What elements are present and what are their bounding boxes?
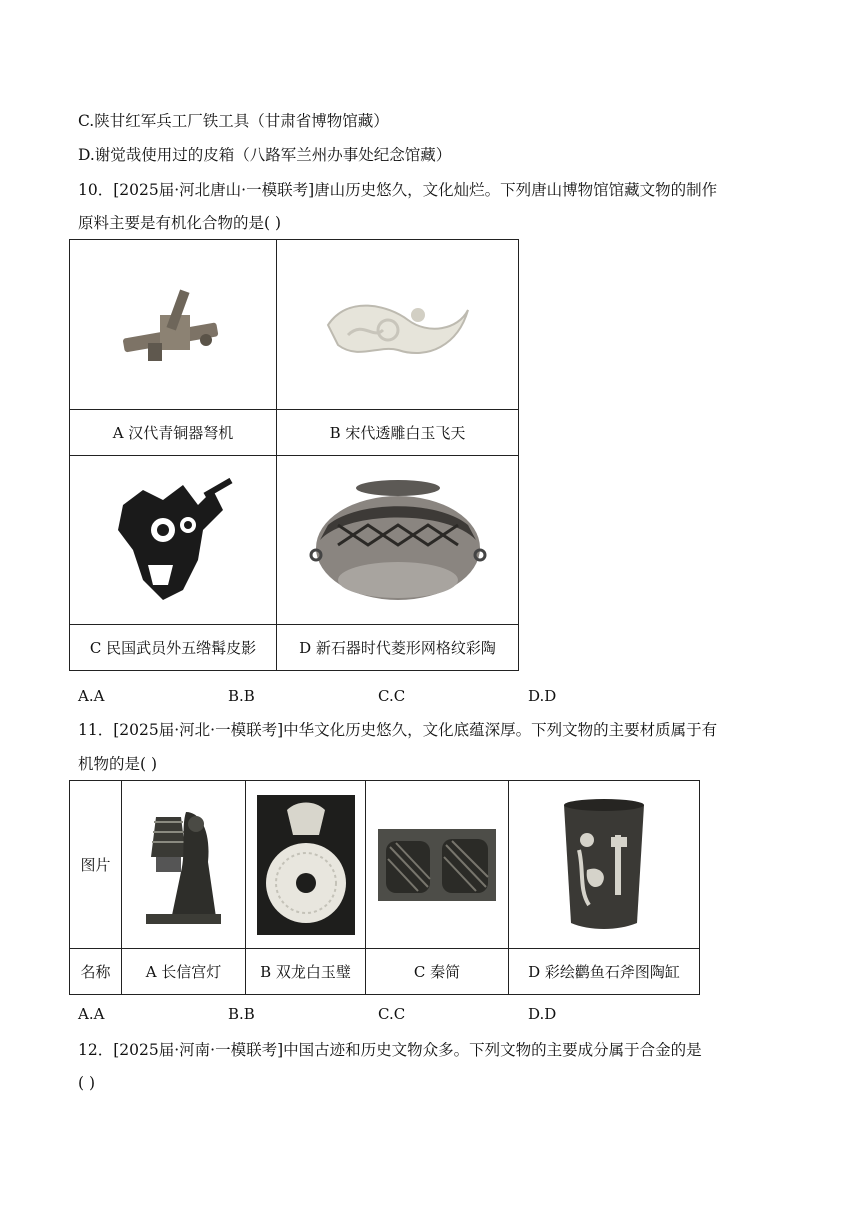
- q11-answer-d[interactable]: D.D: [528, 1005, 557, 1023]
- q10-answer-d[interactable]: D.D: [528, 687, 557, 705]
- q10-artifact-table: [69, 239, 519, 671]
- option-c-text: C.陕甘红军兵工厂铁工具（甘肃省博物馆藏）: [78, 112, 389, 130]
- q11-answer-b[interactable]: B.B: [228, 1005, 255, 1023]
- q10-cell-d-image: [277, 456, 519, 625]
- q11-name-b: B 双龙白玉璧: [246, 949, 366, 995]
- question-11-line-1: 11．[2025届·河北·一模联考]中华文化历史悠久，文化底蕴深厚。下列文物的主要材质属于有: [78, 721, 718, 739]
- question-12-line-1: 12．[2025届·河南·一模联考]中国古迹和历史文物众多。下列文物的主要成分属于合金的是: [78, 1041, 702, 1059]
- painted-pottery-jar-image: [308, 470, 488, 610]
- q10-answer-options: [78, 687, 556, 705]
- q11-answer-c[interactable]: C.C: [378, 1005, 406, 1023]
- q11-cell-b-image: [246, 781, 366, 949]
- q11-name-d: D 彩绘鹳鱼石斧图陶缸: [509, 949, 700, 995]
- q11-cell-a-image: [122, 781, 246, 949]
- q10-caption-a: A 汉代青铜器弩机: [70, 410, 277, 456]
- q11-name-a: A 长信宫灯: [122, 949, 246, 995]
- crossbow-trigger-image: [118, 285, 228, 365]
- q11-answer-options: [78, 1005, 556, 1023]
- q10-caption-b: B 宋代透雕白玉飞天: [277, 410, 519, 456]
- question-10-line-1: 10．[2025届·河北唐山·一模联考]唐山历史悠久，文化灿烂。下列唐山博物馆馆藏文物的制作: [78, 181, 718, 199]
- q10-answer-b[interactable]: B.B: [228, 687, 255, 705]
- question-10-line-2: 原料主要是有机化合物的是( ): [78, 214, 282, 232]
- q11-artifact-table: [69, 780, 700, 995]
- q11-cell-d-image: [509, 781, 700, 949]
- q11-row-label-name: 名称: [70, 949, 122, 995]
- bamboo-slips-image: [378, 829, 496, 901]
- q10-caption-c: C 民国武员外五绺髯皮影: [70, 625, 277, 671]
- q11-name-c: C 秦简: [366, 949, 509, 995]
- q11-cell-c-image: [366, 781, 509, 949]
- jade-bi-disc-image: [257, 795, 355, 935]
- q10-cell-a-image: [70, 240, 277, 410]
- q10-caption-d: D 新石器时代菱形网格纹彩陶: [277, 625, 519, 671]
- jade-flying-apsara-image: [318, 275, 478, 375]
- q10-cell-b-image: [277, 240, 519, 410]
- option-d-text: D.谢觉哉使用过的皮箱（八路军兰州办事处纪念馆藏）: [78, 146, 452, 164]
- q10-answer-c[interactable]: C.C: [378, 687, 406, 705]
- q11-row-label-image: 图片: [70, 781, 122, 949]
- question-12-line-2: ( ): [78, 1074, 96, 1092]
- q10-cell-c-image: [70, 456, 277, 625]
- question-11-line-2: 机物的是( ): [78, 755, 158, 773]
- shadow-puppet-image: [103, 470, 243, 610]
- q11-answer-a[interactable]: A.A: [78, 1005, 105, 1023]
- q10-answer-a[interactable]: A.A: [78, 687, 105, 705]
- pottery-vat-image: [549, 795, 659, 935]
- palace-lamp-image: [136, 802, 231, 927]
